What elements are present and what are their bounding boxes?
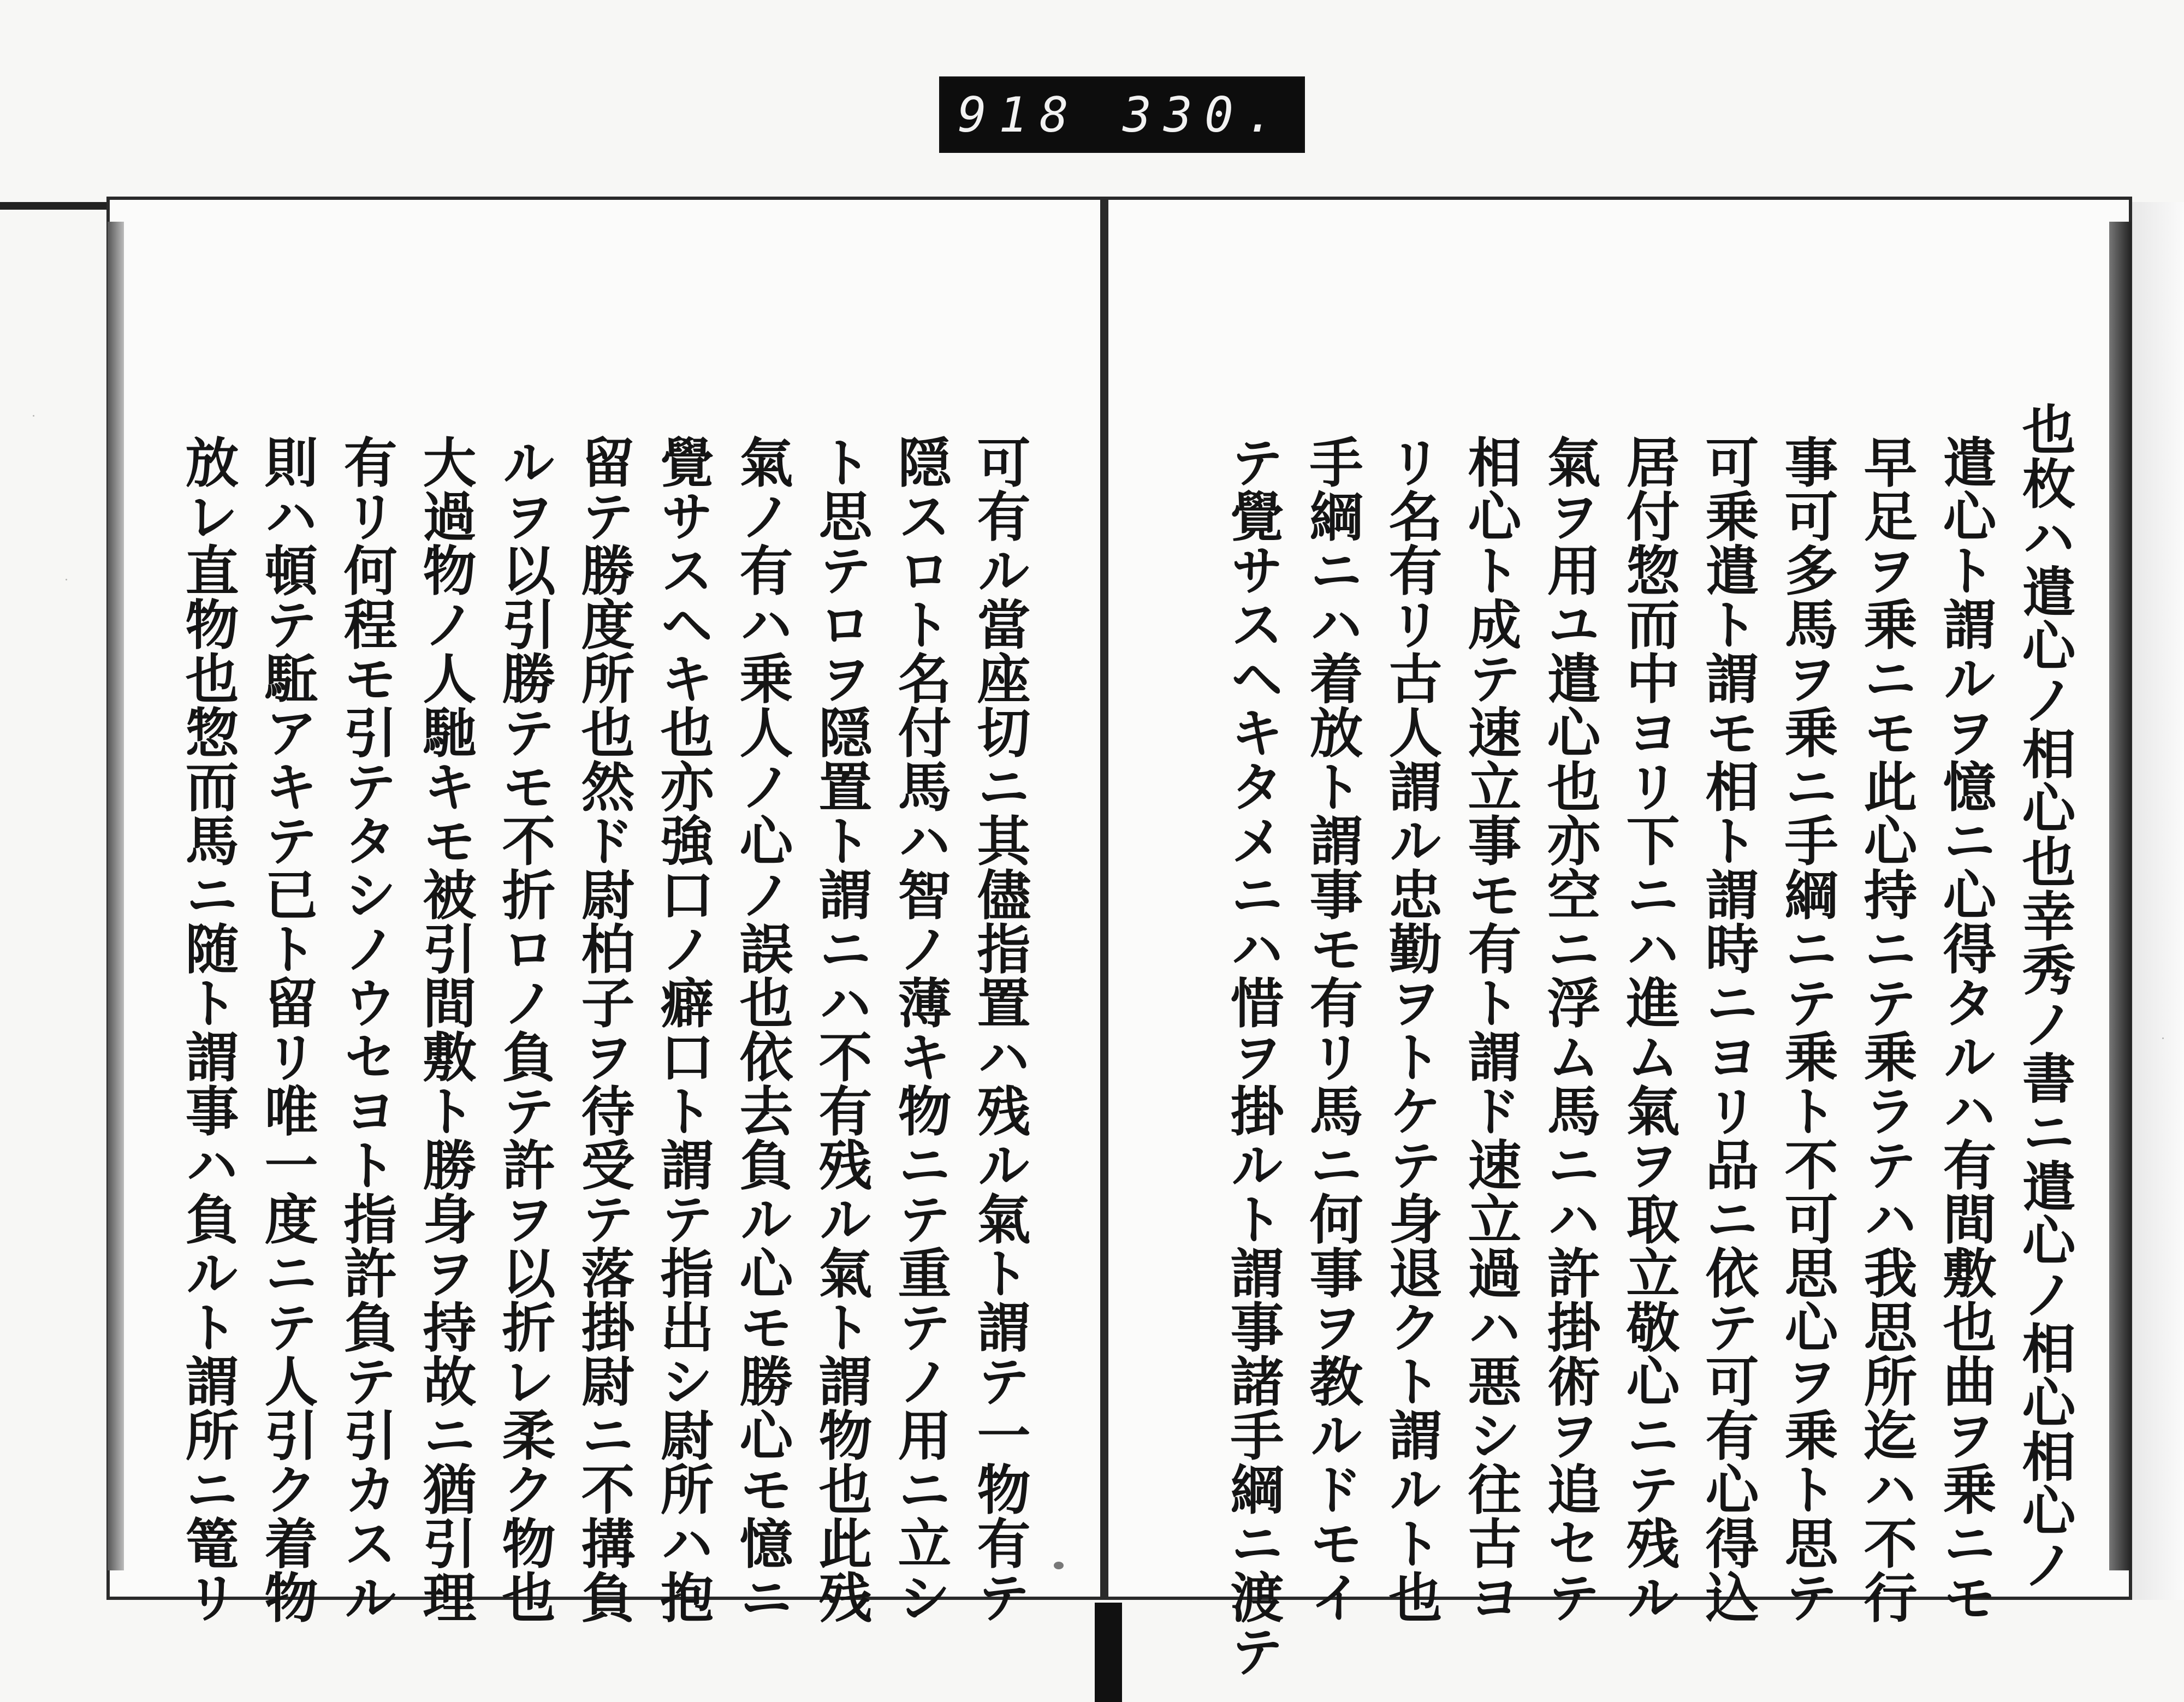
left-page <box>106 197 1106 1624</box>
left-column-11: 放レ直物也惣而馬ニ随ト謂事ハ負ルト謂所ニ篭リ <box>176 435 239 1624</box>
right-column-1: 也枚ハ遣心ノ相心也幸秀ノ書ニ遣心ノ相心相心ノ <box>2013 402 2076 1591</box>
left-page-text <box>110 200 1100 1624</box>
right-column-5: 可乗遣ト謂モ相ト謂時ニヨリ品ニ依テ可有心得込 <box>1696 435 1759 1624</box>
ink-spot <box>1054 1562 1064 1569</box>
left-column-2: 隠スロト名付馬ハ智ノ薄キ物ニテ重テノ用ニ立シ <box>889 435 952 1624</box>
left-column-7: ルヲ以引勝テモ不折ロノ負テ許ヲ以折レ柔ク物也 <box>493 435 556 1624</box>
left-column-3: ト思テロヲ隠置ト謂ニハ不有残ル氣ト謂物也此残 <box>810 435 873 1624</box>
right-column-3: 早足ヲ乗ニモ此心持ニテ乗ラテハ我思所迄ハ不行 <box>1855 435 1918 1624</box>
catalog-label <box>939 76 1305 153</box>
left-column-5: 覺サスヘキ也亦強口ノ癖口ト謂テ指出シ尉所ハ抱 <box>651 435 714 1624</box>
right-column-4: 事可多馬ヲ乗ニ手綱ニテ乗ト不可思心ヲ乗ト思テ <box>1776 435 1838 1624</box>
right-column-6: 居付惣而中ヨリ下ニハ進ム氣ヲ取立敬心ニテ残ル <box>1617 435 1680 1624</box>
left-column-8: 大過物ノ人馳キモ被引間敷ト勝身ヲ持故ニ猶引理 <box>414 435 477 1624</box>
left-column-10: 則ハ頓テ駈アキテ已ト留リ唯一度ニテ人引ク着物 <box>256 435 318 1624</box>
right-column-7: 氣ヲ用ユ遣心也亦空ニ浮ム馬ニハ許掛術ヲ追セテ <box>1538 435 1601 1624</box>
left-column-6: 留テ勝度所也然ド尉柏子ヲ待受テ落掛尉ニ不搆負 <box>572 435 635 1624</box>
left-column-9: 有リ何程モ引テタシノウセヨト指許負テ引カスル <box>335 435 397 1624</box>
scan-speck <box>66 579 67 580</box>
catalog-number-left: 918 <box>958 86 1081 143</box>
left-column-1: 可有ル當座切ニ其儘指置ハ残ル氣ト謂テ一物有テ <box>968 435 1031 1624</box>
right-column-10: 手綱ニハ着放ト謂事モ有リ馬ニ何事ヲ教ルドモイ <box>1301 435 1363 1624</box>
scan-speck <box>33 415 34 417</box>
right-column-2: 遣心ト謂ルヲ憶ニ心得タルハ有間敷也曲ヲ乗ニモ <box>1934 435 1997 1624</box>
right-page-text <box>1108 200 2129 1678</box>
catalog-number-right: 330. <box>1123 86 1286 143</box>
right-page <box>1103 197 2132 1678</box>
book-binding <box>1095 1603 1122 1702</box>
next-page-edge <box>2132 202 2184 1600</box>
left-column-4: 氣ノ有ハ乗人ノ心ノ誤也依去負ル心モ勝心モ憶ニ <box>731 435 793 1624</box>
right-column-9: リ名有リ古人謂ル忠勤ヲトケテ身退クト謂ルト也 <box>1380 435 1443 1624</box>
scan-speck <box>2162 1037 2164 1039</box>
right-column-8: 相心ト成テ速立事モ有ト謂ド速立過ハ悪シ往古ヨ <box>1459 435 1522 1624</box>
right-column-11: テ覺サスヘキタメニハ惜ヲ掛ルト謂事諸手綱ニ渡テ <box>1221 435 1284 1678</box>
